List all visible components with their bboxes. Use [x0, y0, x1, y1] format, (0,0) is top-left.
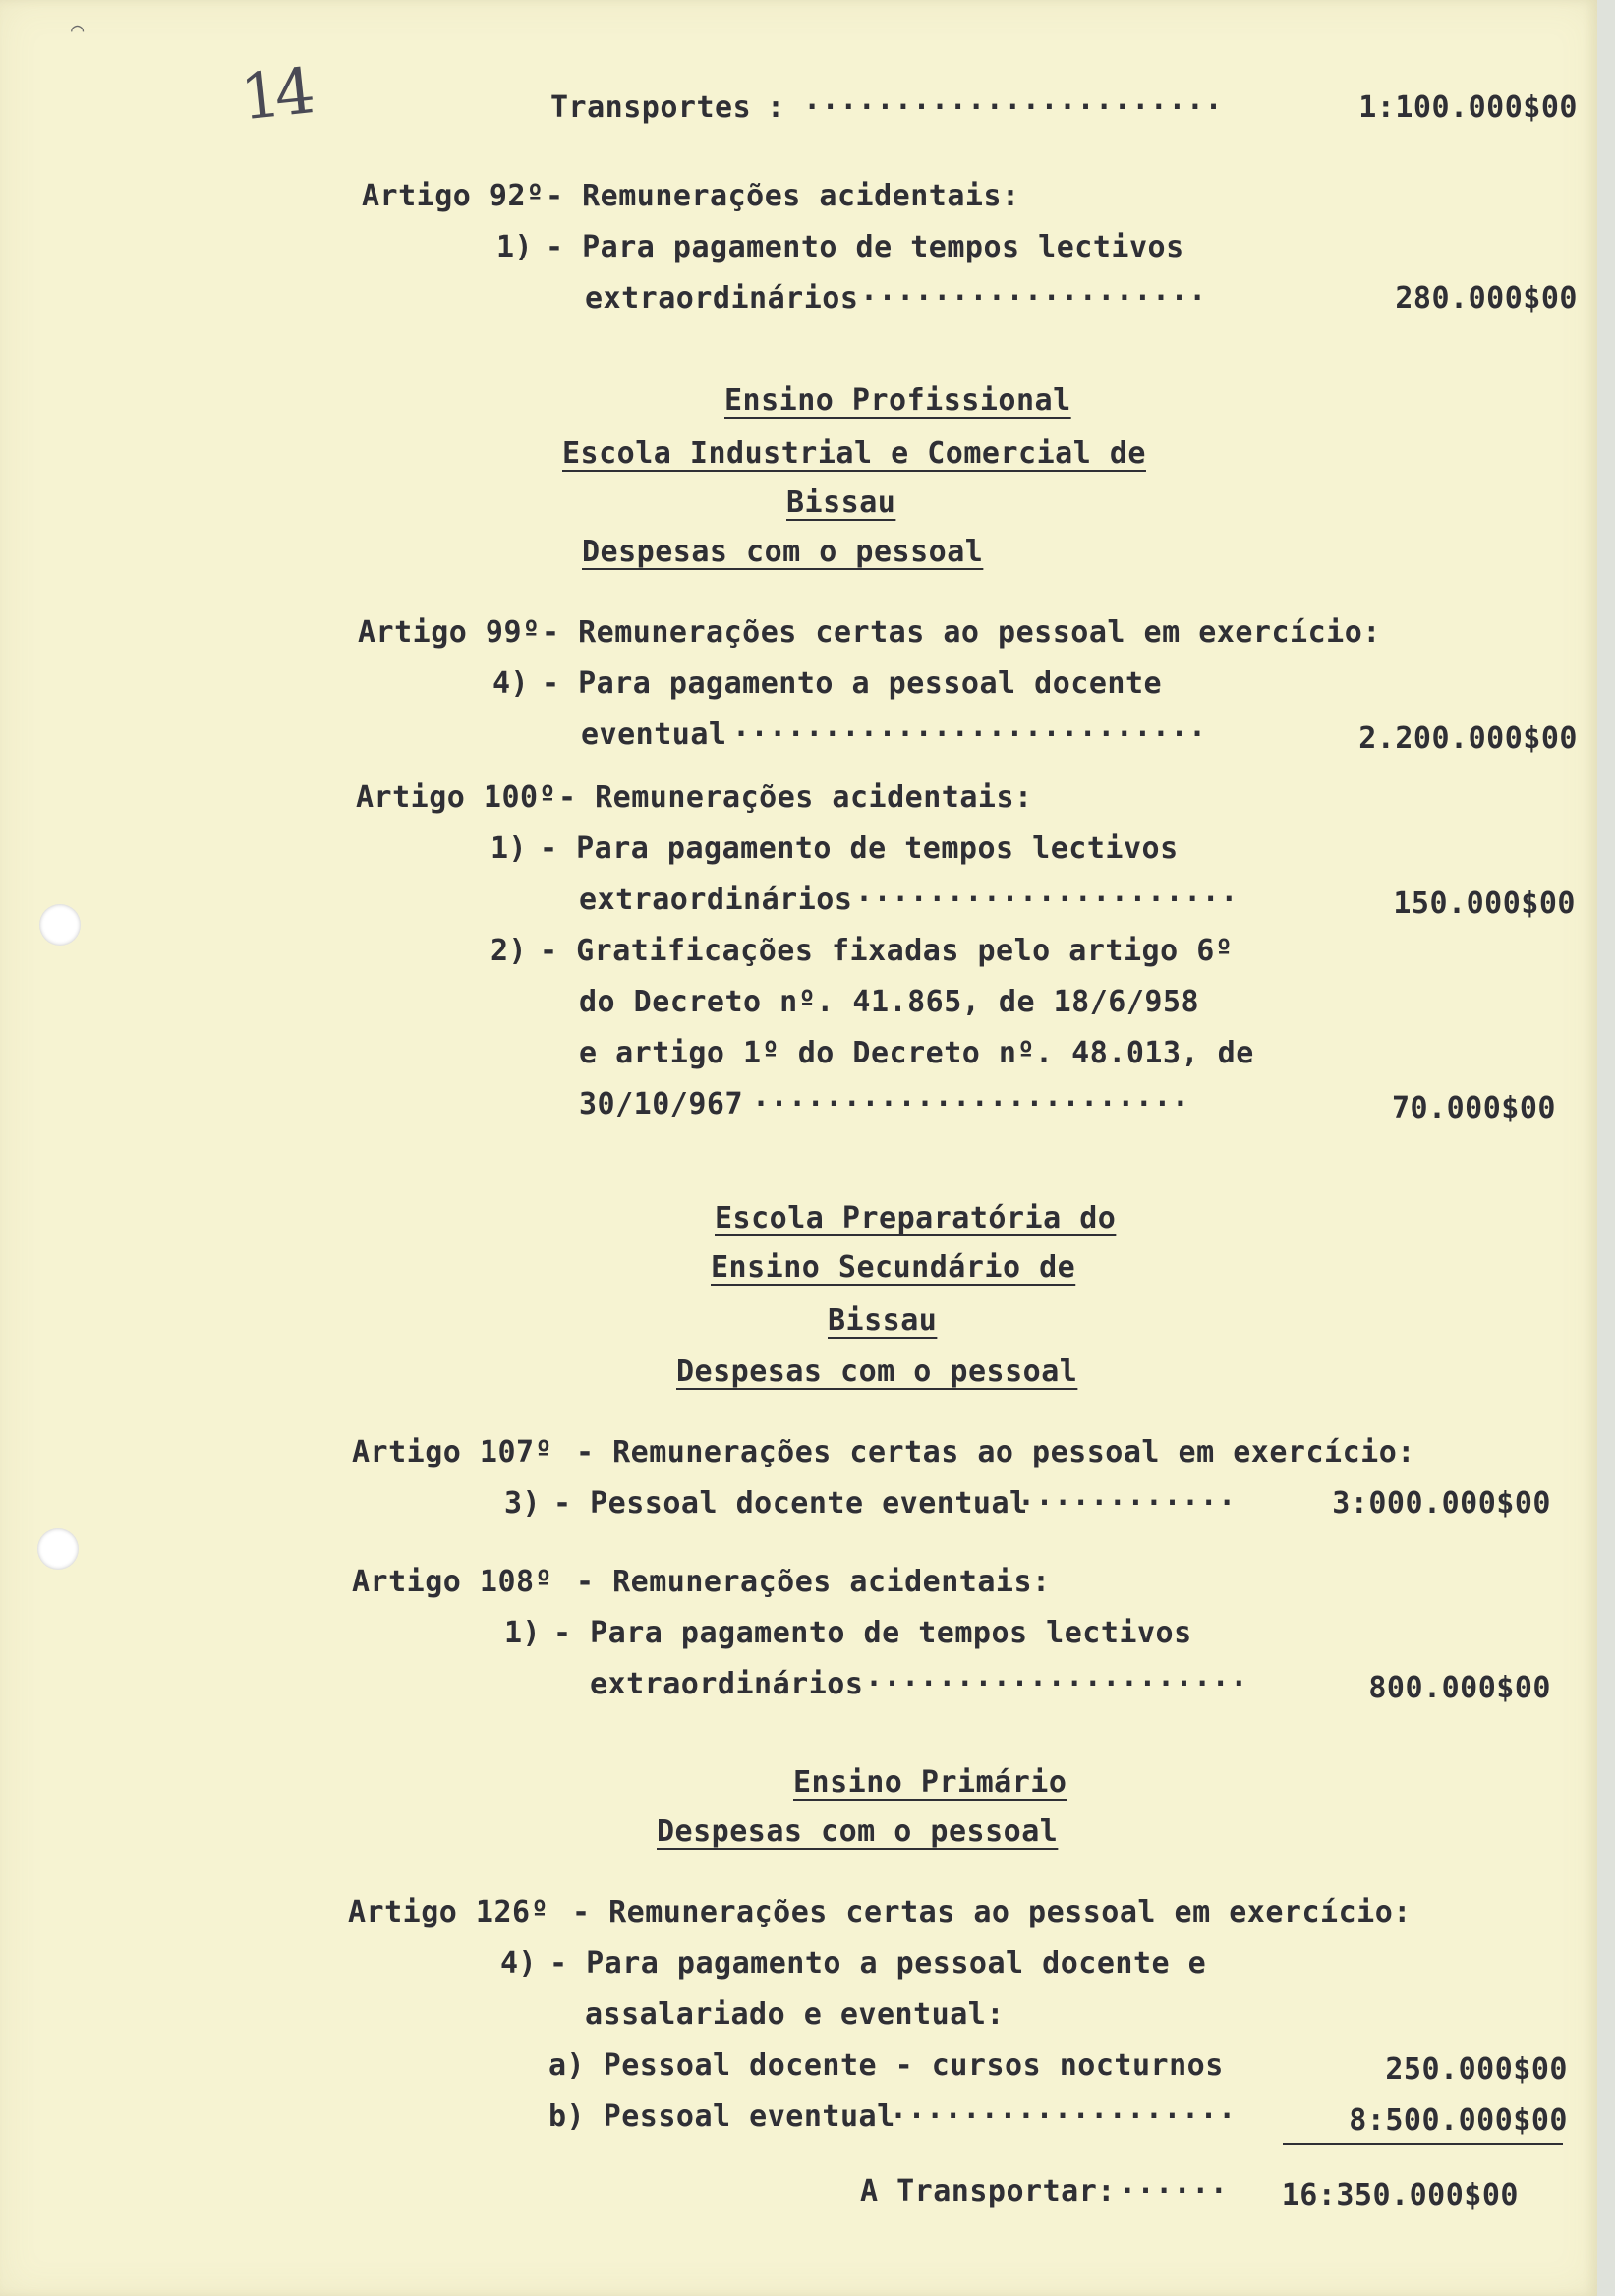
section-subheading: Despesas com o pessoal — [582, 535, 984, 569]
article-100-item2-line2: do Decreto nº. 41.865, de 18/6/958 — [579, 985, 1200, 1019]
leader-dots: ····················· — [865, 1667, 1248, 1701]
section-heading: Ensino Secundário de — [711, 1250, 1076, 1285]
leader-dots: ························ — [752, 1087, 1190, 1121]
article-100-item1-amount: 150.000$00 — [1393, 887, 1576, 921]
article-126-sub-a-amount: 250.000$00 — [1385, 2052, 1568, 2087]
handwritten-page-number: 14 — [237, 55, 314, 136]
transport-label: Transportes — [550, 90, 752, 125]
article-107-amount: 3:000.000$00 — [1332, 1486, 1551, 1521]
article-99-amount: 2.200.000$00 — [1358, 721, 1578, 756]
article-100-label: Artigo 100º — [356, 780, 557, 815]
article-108-label: Artigo 108º — [352, 1565, 553, 1599]
article-107-item-line1: - Pessoal docente eventual — [553, 1486, 1028, 1521]
leader-dots: ··················· — [890, 2099, 1237, 2134]
article-108-item-line1: - Para pagamento de tempos lectivos — [553, 1616, 1192, 1650]
section-heading: Bissau — [786, 486, 896, 520]
section-heading: Bissau — [828, 1303, 938, 1338]
punch-hole-bottom — [37, 1528, 79, 1570]
sum-rule — [1283, 2143, 1563, 2145]
article-126-item-line1: - Para pagamento a pessoal docente e — [549, 1946, 1207, 1980]
leader-dots: ····················· — [855, 883, 1239, 917]
article-126-sub-b-amount: 8:500.000$00 — [1349, 2103, 1568, 2138]
article-100-item2-number: 2) — [490, 934, 528, 968]
article-108-item-number: 1) — [504, 1616, 542, 1650]
article-100-item2-amount: 70.000$00 — [1391, 1091, 1556, 1125]
leader-dots: ·························· — [732, 718, 1207, 752]
carry-forward-label: A Transportar: — [860, 2174, 1116, 2209]
article-92-amount: 280.000$00 — [1395, 281, 1578, 316]
leader-dots: : ······················· — [767, 90, 1224, 125]
article-92-item-line2: extraordinários — [585, 281, 859, 316]
scan-background-edge — [1597, 0, 1615, 2296]
leader-dots: ············ — [1017, 1486, 1237, 1521]
article-99-title: - Remunerações certas ao pessoal em exercício: — [542, 615, 1381, 650]
article-107-title: - Remunerações certas ao pessoal em exercício: — [576, 1435, 1415, 1469]
article-99-item-number: 4) — [492, 666, 530, 701]
leader-dots: ······ — [1119, 2174, 1229, 2209]
article-126-sub-b: b) Pessoal eventual — [548, 2099, 895, 2134]
article-92-item-number: 1) — [496, 230, 534, 264]
article-126-sub-a: a) Pessoal docente - cursos nocturnos — [548, 2048, 1224, 2083]
article-100-item2-line4: 30/10/967 — [579, 1087, 744, 1121]
article-126-item-line2: assalariado e eventual: — [585, 1997, 1005, 2032]
article-92-label: Artigo 92º — [362, 179, 545, 213]
article-99-item-line2: eventual — [581, 718, 727, 752]
section-subheading: Despesas com o pessoal — [657, 1814, 1059, 1849]
section-subheading: Despesas com o pessoal — [676, 1354, 1078, 1389]
corner-mark: ⌒ — [71, 18, 85, 42]
article-107-item-number: 3) — [504, 1486, 542, 1521]
transport-amount: 1:100.000$00 — [1358, 90, 1578, 125]
article-100-item1-line2: extraordinários — [579, 883, 853, 917]
article-107-label: Artigo 107º — [352, 1435, 553, 1469]
article-108-item-line2: extraordinários — [590, 1667, 864, 1701]
article-126-title: - Remunerações certas ao pessoal em exercício: — [572, 1895, 1412, 1929]
article-100-title: - Remunerações acidentais: — [558, 780, 1033, 815]
punch-hole-top — [39, 904, 81, 946]
article-100-item2-line1: - Gratificações fixadas pelo artigo 6º — [540, 934, 1234, 968]
article-100-item1-line1: - Para pagamento de tempos lectivos — [540, 832, 1179, 866]
section-heading: Ensino Profissional — [724, 383, 1071, 418]
section-heading: Escola Industrial e Comercial de — [562, 436, 1146, 471]
section-heading: Escola Preparatória do — [715, 1201, 1117, 1235]
section-heading: Ensino Primário — [793, 1765, 1067, 1800]
article-100-item2-line3: e artigo 1º do Decreto nº. 48.013, de — [579, 1036, 1254, 1070]
article-108-title: - Remunerações acidentais: — [576, 1565, 1051, 1599]
leader-dots: ··················· — [860, 281, 1207, 316]
article-126-label: Artigo 126º — [348, 1895, 549, 1929]
article-108-amount: 800.000$00 — [1368, 1671, 1551, 1705]
article-126-item-number: 4) — [500, 1946, 538, 1980]
article-92-title: - Remunerações acidentais: — [546, 179, 1020, 213]
article-100-item1-number: 1) — [490, 832, 528, 866]
article-99-item-line1: - Para pagamento a pessoal docente — [542, 666, 1163, 701]
article-92-item-line1: - Para pagamento de tempos lectivos — [546, 230, 1184, 264]
carry-forward-amount: 16:350.000$00 — [1281, 2178, 1519, 2212]
article-99-label: Artigo 99º — [358, 615, 541, 650]
